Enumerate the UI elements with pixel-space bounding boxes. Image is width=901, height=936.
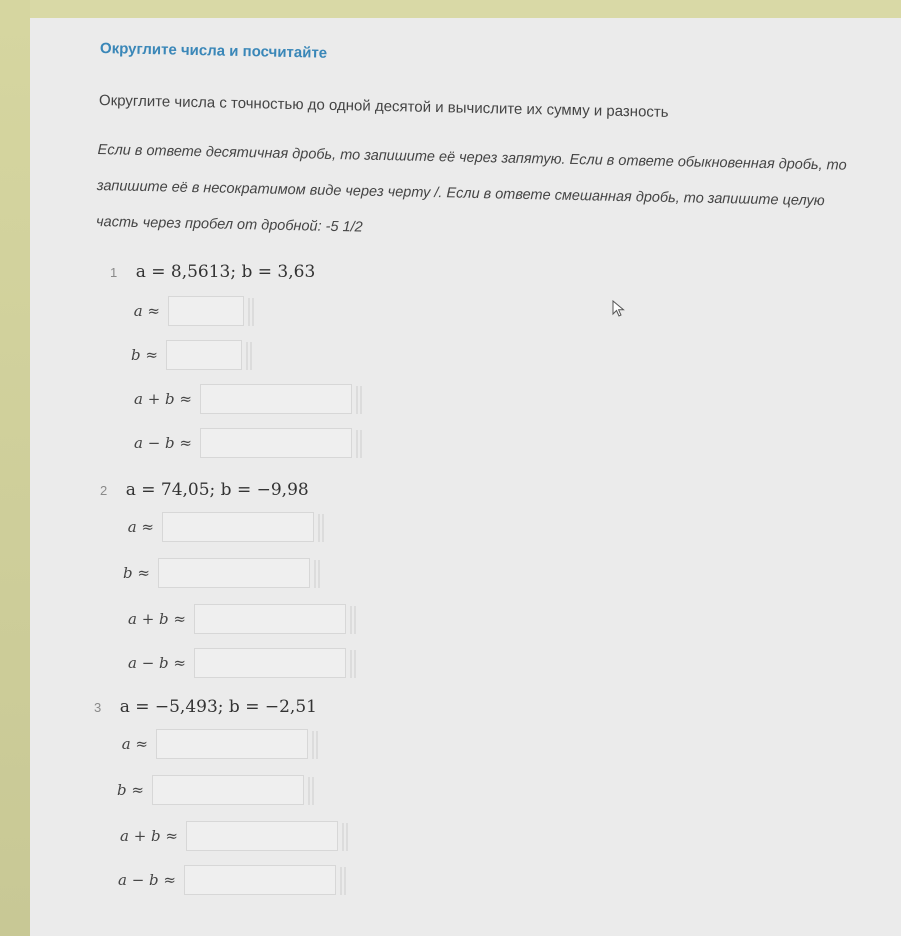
row-label: a + b ≈ [120, 827, 178, 845]
resize-handle-icon [340, 867, 346, 895]
task-number: 3 [94, 700, 102, 715]
answer-input-a[interactable] [156, 729, 308, 759]
row-label: a + b ≈ [128, 610, 186, 628]
resize-handle-icon [308, 777, 314, 805]
resize-handle-icon [342, 823, 348, 851]
row-label: b ≈ [123, 564, 150, 582]
answer-input-b[interactable] [166, 340, 242, 370]
row-label: a ≈ [127, 518, 154, 536]
row-label: a − b ≈ [128, 654, 186, 672]
resize-handle-icon [350, 650, 356, 678]
answer-input-b[interactable] [158, 558, 310, 588]
row-label: a ≈ [133, 302, 160, 320]
row-label: a − b ≈ [118, 871, 176, 889]
answer-input-sum[interactable] [186, 821, 338, 851]
resize-handle-icon [350, 606, 356, 634]
resize-handle-icon [246, 342, 252, 370]
answer-input-diff[interactable] [200, 428, 352, 458]
pointer-arrow-icon [612, 300, 626, 323]
answer-input-diff[interactable] [194, 648, 346, 678]
resize-handle-icon [356, 386, 362, 414]
row-label: b ≈ [131, 346, 158, 364]
resize-handle-icon [318, 514, 324, 542]
resize-handle-icon [248, 298, 254, 326]
answer-input-sum[interactable] [194, 604, 346, 634]
task-header [100, 480, 309, 500]
instruction-text: Округлите числа с точностью до одной десятой и вычислите их сумму и разность [98, 92, 669, 121]
task-expression: a = 8,5613; b = 3,63 [135, 262, 316, 282]
row-label: b ≈ [117, 781, 144, 799]
task-number: 2 [100, 483, 108, 498]
left-strip [0, 0, 30, 936]
answer-input-b[interactable] [152, 775, 304, 805]
row-label: a + b ≈ [134, 390, 192, 408]
task-expression: a = −5,493; b = −2,51 [119, 697, 317, 717]
row-label: a ≈ [121, 735, 148, 753]
top-strip [0, 0, 901, 20]
resize-handle-icon [312, 731, 318, 759]
answer-input-a[interactable] [162, 512, 314, 542]
task-header [110, 262, 315, 282]
task-number: 1 [110, 265, 118, 280]
resize-handle-icon [314, 560, 320, 588]
task-header [94, 697, 317, 717]
answer-input-a[interactable] [168, 296, 244, 326]
task-expression: a = 74,05; b = −9,98 [125, 480, 309, 500]
answer-input-sum[interactable] [200, 384, 352, 414]
answer-format-note: Если в ответе десятичная дробь, то запишите её через запятую. Если в ответе обыкновенная дробь, то запишите её в несократимом виде через черту /. Если в ответе смешанная дробь, то запишите целую часть через пробел от дробной: -5 1/2 [95, 141, 847, 236]
page-title: Округлите числа и посчитайте [99, 40, 328, 62]
resize-handle-icon [356, 430, 362, 458]
answer-input-diff[interactable] [184, 865, 336, 895]
row-label: a − b ≈ [134, 434, 192, 452]
